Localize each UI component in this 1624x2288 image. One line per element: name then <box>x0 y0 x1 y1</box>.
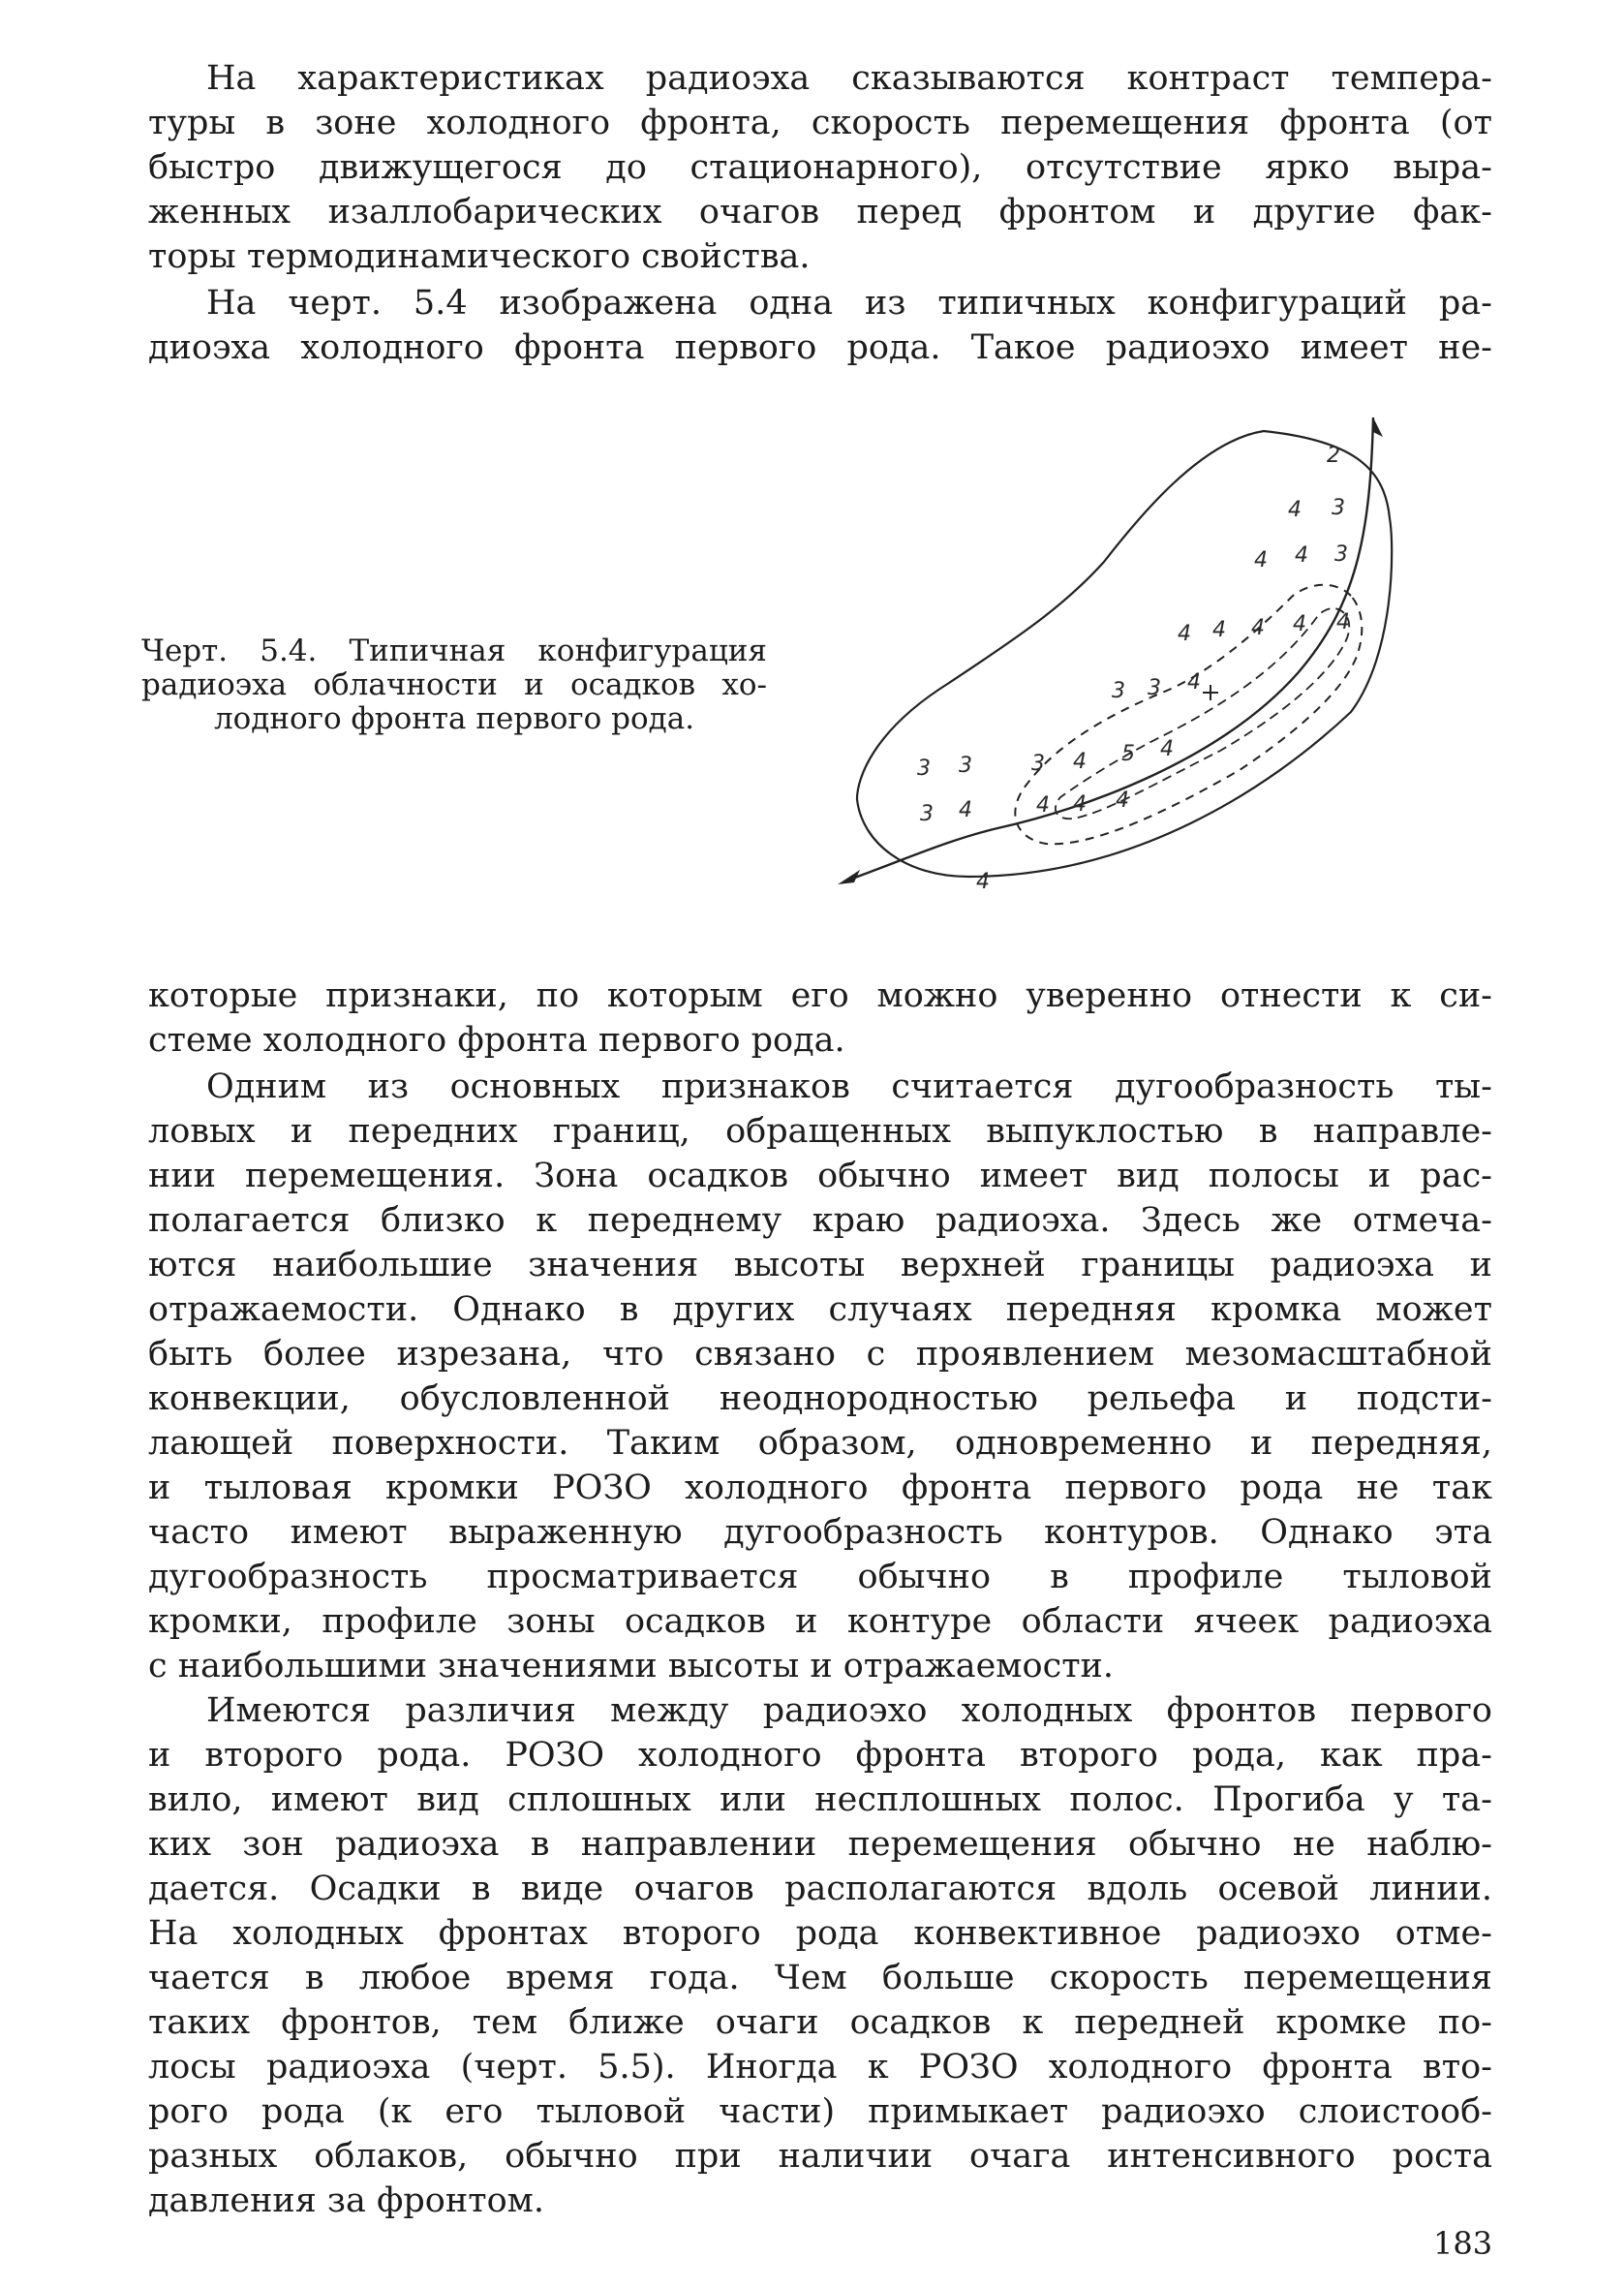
paragraph4-line: рого рода (к его тыловой части) примыкает радиоэхо слоистооб- <box>148 2092 1492 2131</box>
paragraph2-line: стеме холодного фронта первого рода. <box>148 1021 845 1060</box>
paragraph3-line: Одним из основных признаков считается дугообразность ты- <box>206 1067 1492 1106</box>
intensity-label: 3 <box>959 754 972 778</box>
paragraph4-line: разных облаков, обычно при наличии очага интенсивного роста <box>148 2137 1492 2176</box>
intensity-label: 4 <box>1036 793 1050 818</box>
intensity-label: 5 <box>1121 742 1135 766</box>
paragraph3-line: отражаемости. Однако в других случаях передняя кромка может <box>148 1290 1492 1329</box>
intensity-label: 4 <box>1293 612 1306 636</box>
page-number: 183 <box>1433 2225 1493 2262</box>
paragraph1-line: женных изаллобарических очагов перед фронтом и другие фак- <box>148 193 1492 232</box>
front-arrow-top-icon <box>1373 417 1383 437</box>
intensity-label: 4 <box>1212 618 1226 642</box>
paragraph3-line: быть более изрезана, что связано с проявлением мезомасштабной <box>148 1335 1492 1374</box>
paragraph4-line: таких фронтов, тем ближе очаги осадков к передней кромке по- <box>148 2003 1492 2042</box>
paragraph1-line: быстро движущегося до стационарного), отсутствие ярко выра- <box>148 148 1492 187</box>
radar-echo-figure <box>813 402 1491 944</box>
paragraph3-line: кромки, профиле зоны осадков и контуре области ячеек радиоэха <box>148 1602 1492 1641</box>
intensity-label: 3 <box>1112 679 1125 703</box>
intensity-label: 4 <box>959 798 972 822</box>
paragraph4-line: На холодных фронтах второго рода конвективное радиоэхо отме- <box>148 1914 1492 1953</box>
paragraph2-line: диоэха холодного фронта первого рода. Такое радиоэхо имеет не- <box>148 328 1492 367</box>
intensity-label: 4 <box>1160 737 1174 761</box>
paragraph4-line: давления за фронтом. <box>148 2181 544 2220</box>
paragraph4-line: Имеются различия между радиоэхо холодных фронтов первого <box>206 1691 1492 1730</box>
plus-marker-icon <box>1203 685 1218 700</box>
paragraph4-line: и второго рода. РОЗО холодного фронта второго рода, как пра- <box>148 1736 1492 1775</box>
paragraph1-line: торы термодинамического свойства. <box>148 237 811 276</box>
intensity-label: 3 <box>1334 542 1348 567</box>
caption-line: Черт. 5.4. Типичная конфигурация <box>141 634 767 668</box>
paragraph2-line: которые признаки, по которым его можно уверенно отнести к си- <box>148 976 1492 1015</box>
paragraph3-line: лающей поверхности. Таким образом, одновременно и передняя, <box>148 1424 1492 1463</box>
paragraph3-line: ловых и передних границ, обращенных выпуклостью в направле- <box>148 1112 1492 1151</box>
paragraph3-line: конвекции, обусловленной неоднородностью рельефа и подсти- <box>148 1379 1492 1418</box>
paragraph4-line: вило, имеют вид сплошных или несплошных полос. Прогиба у та- <box>148 1780 1492 1819</box>
intensity-label: 4 <box>1187 670 1201 695</box>
intensity-label: 4 <box>1073 792 1087 817</box>
intensity-label: 4 <box>976 870 990 894</box>
caption-line: радиоэха облачности и осадков хо- <box>141 667 767 702</box>
paragraph3-line: полагается близко к переднему краю радиоэха. Здесь же отмеча- <box>148 1201 1492 1240</box>
paragraph4-line: чается в любое время года. Чем больше скорость перемещения <box>148 1959 1492 1997</box>
paragraph4-line: ких зон радиоэха в направлении перемещения обычно не наблю- <box>148 1825 1492 1864</box>
paragraph4-line: дается. Осадки в виде очагов располагаются вдоль осевой линии. <box>148 1870 1492 1908</box>
figure-caption <box>141 634 767 736</box>
intensity-label: 4 <box>1073 750 1087 774</box>
intensity-label: 4 <box>1254 548 1268 572</box>
radar-echo-diagram <box>813 402 1491 944</box>
intensity-label: 4 <box>1295 543 1308 568</box>
intensity-label: 3 <box>1148 676 1161 700</box>
intensity-label: 4 <box>1116 788 1129 813</box>
intensity-label: 3 <box>920 802 934 826</box>
intensity-label: 3 <box>1031 752 1045 776</box>
intensity-label: 4 <box>1288 498 1302 522</box>
intensity-label: 4 <box>1336 610 1350 634</box>
intensity-label: 2 <box>1327 444 1340 468</box>
paragraph4-line: лосы радиоэха (черт. 5.5). Иногда к РОЗО холодного фронта вто- <box>148 2048 1492 2087</box>
paragraph1-line: туры в зоне холодного фронта, скорость перемещения фронта (от <box>148 104 1492 142</box>
high-reflectivity-band <box>1056 608 1349 819</box>
paragraph3-line: ются наибольшие значения высоты верхней границы радиоэха и <box>148 1246 1492 1284</box>
paragraph3-line: с наибольшими значениями высоты и отражаемости. <box>148 1647 1115 1685</box>
paragraph3-line: дугообразность просматривается обычно в профиле тыловой <box>148 1558 1492 1596</box>
paragraph3-line: и тыловая кромки РОЗО холодного фронта первого рода не так <box>148 1469 1492 1507</box>
paragraph2-line: На черт. 5.4 изображена одна из типичных конфигураций ра- <box>206 284 1492 323</box>
intensity-label: 3 <box>917 757 931 781</box>
intensity-label: 3 <box>1332 496 1345 520</box>
caption-line: лодного фронта первого рода. <box>213 701 695 736</box>
intensity-label: 4 <box>1251 616 1265 640</box>
paragraph3-line: нии перемещения. Зона осадков обычно имеет вид полосы и рас- <box>148 1157 1492 1195</box>
intensity-label: 4 <box>1178 622 1191 646</box>
paragraph1-line: На характеристиках радиоэха сказываются контраст темпера- <box>206 59 1492 98</box>
paragraph3-line: часто имеют выраженную дугообразность контуров. Однако эта <box>148 1513 1492 1552</box>
